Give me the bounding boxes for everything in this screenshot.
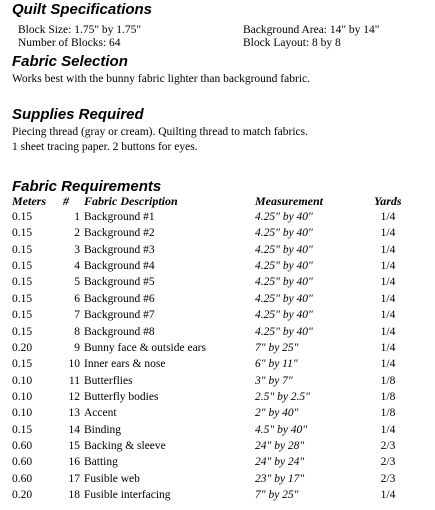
cell-number: 15 (68, 439, 80, 452)
cell-meters: 0.15 (12, 276, 33, 289)
table-row (0, 438, 435, 454)
table-row (0, 487, 435, 503)
cell-yards: 2/3 (380, 456, 396, 469)
table-row (0, 274, 435, 290)
column-header-number: # (63, 194, 69, 208)
cell-measurement: 6" by 11" (255, 358, 298, 371)
cell-measurement: 23" by 17" (255, 472, 305, 485)
cell-yards: 2/3 (380, 439, 396, 452)
fabric-selection-heading: Fabric Selection (12, 53, 128, 70)
fabric-requirements-heading: Fabric Requirements (12, 178, 162, 195)
cell-meters: 0.20 (12, 341, 33, 354)
cell-description: Accent (84, 407, 117, 420)
cell-measurement: 3" by 7" (255, 374, 293, 387)
cell-meters: 0.15 (12, 292, 33, 305)
table-row (0, 225, 435, 241)
cell-number: 6 (74, 292, 80, 305)
cell-meters: 0.15 (12, 358, 33, 371)
cell-description: Butterflies (84, 374, 133, 387)
cell-description: Background #2 (84, 227, 155, 240)
cell-number: 3 (74, 243, 80, 256)
cell-meters: 0.15 (12, 325, 33, 338)
number-of-blocks-text: Number of Blocks: 64 (18, 37, 121, 49)
cell-measurement: 4.25" by 40" (255, 260, 313, 273)
cell-yards: 2/3 (380, 472, 396, 485)
cell-meters: 0.60 (12, 439, 33, 452)
cell-number: 16 (68, 456, 80, 469)
cell-meters: 0.10 (12, 374, 33, 387)
table-row (0, 422, 435, 438)
supplies-line-1: Piecing thread (gray or cream). Quilting thread to match fabrics. (12, 126, 309, 138)
table-row (0, 324, 435, 340)
cell-number: 8 (74, 325, 80, 338)
table-row (0, 242, 435, 258)
cell-yards: 1/4 (380, 276, 396, 289)
cell-number: 1 (74, 211, 80, 223)
cell-meters: 0.20 (12, 489, 33, 501)
cell-measurement: 4.25" by 40" (255, 211, 313, 223)
block-layout-text: Block Layout: 8 by 8 (243, 37, 341, 49)
cell-description: Batting (84, 456, 118, 469)
cell-yards: 1/8 (380, 374, 396, 387)
cell-description: Bunny face & outside ears (84, 341, 206, 354)
table-row (0, 291, 435, 307)
table-row (0, 471, 435, 487)
cell-meters: 0.60 (12, 456, 33, 469)
supplies-required-heading: Supplies Required (12, 106, 144, 123)
cell-number: 9 (74, 341, 80, 354)
cell-number: 11 (68, 374, 80, 387)
cell-description: Background #6 (84, 292, 155, 305)
cell-number: 17 (68, 472, 80, 485)
block-size-text: Block Size: 1.75" by 1.75" (18, 24, 142, 36)
cell-meters: 0.15 (12, 243, 33, 256)
cell-number: 12 (68, 390, 80, 403)
cell-meters: 0.15 (12, 309, 33, 322)
cell-yards: 1/4 (380, 260, 396, 273)
cell-yards: 1/4 (380, 309, 396, 322)
column-header-description: Fabric Description (84, 194, 178, 208)
cell-yards: 1/4 (380, 227, 396, 240)
cell-meters: 0.15 (12, 260, 33, 273)
cell-meters: 0.60 (12, 472, 33, 485)
cell-measurement: 7" by 25" (255, 489, 299, 501)
cell-description: Background #8 (84, 325, 155, 338)
cell-yards: 1/8 (380, 407, 396, 420)
cell-measurement: 4.25" by 40" (255, 325, 313, 338)
cell-measurement: 4.25" by 40" (255, 309, 313, 322)
cell-measurement: 4.25" by 40" (255, 227, 313, 240)
cell-number: 18 (68, 489, 80, 501)
cell-description: Fusible interfacing (84, 489, 171, 501)
cell-measurement: 24" by 28" (255, 439, 305, 452)
cell-yards: 1/4 (380, 341, 396, 354)
cell-measurement: 4.5" by 40" (255, 423, 308, 436)
cell-meters: 0.15 (12, 227, 33, 240)
cell-number: 10 (68, 358, 80, 371)
table-row (0, 373, 435, 389)
cell-description: Binding (84, 423, 122, 436)
cell-yards: 1/4 (380, 489, 396, 501)
cell-meters: 0.15 (12, 423, 33, 436)
cell-measurement: 7" by 25" (255, 341, 299, 354)
column-header-meters: Meters (12, 194, 46, 208)
cell-yards: 1/4 (380, 423, 396, 436)
cell-number: 7 (74, 309, 80, 322)
cell-description: Background #1 (84, 211, 155, 223)
cell-yards: 1/4 (380, 358, 396, 371)
cell-measurement: 4.25" by 40" (255, 243, 313, 256)
cell-description: Inner ears & nose (84, 358, 166, 371)
cell-measurement: 2.5" by 2.5" (255, 390, 311, 403)
table-row (0, 405, 435, 421)
cell-yards: 1/4 (380, 325, 396, 338)
cell-description: Backing & sleeve (84, 439, 166, 452)
cell-yards: 1/8 (380, 390, 396, 403)
cell-meters: 0.10 (12, 407, 33, 420)
cell-description: Background #5 (84, 276, 155, 289)
cell-measurement: 24" by 24" (255, 456, 305, 469)
column-header-yards: Yards (374, 194, 402, 208)
table-row (0, 356, 435, 372)
table-row (0, 258, 435, 274)
table-row (0, 307, 435, 323)
background-area-text: Background Area: 14" by 14" (243, 24, 380, 36)
table-row (0, 454, 435, 470)
table-row (0, 209, 435, 225)
supplies-line-2: 1 sheet tracing paper. 2 buttons for eyes. (12, 141, 198, 153)
cell-number: 5 (74, 276, 80, 289)
cell-number: 13 (68, 407, 80, 420)
cell-description: Background #4 (84, 260, 155, 273)
cell-measurement: 4.25" by 40" (255, 292, 313, 305)
cell-meters: 0.10 (12, 390, 33, 403)
cell-number: 14 (68, 423, 80, 436)
cell-measurement: 2" by 40" (255, 407, 299, 420)
fabric-selection-text: Works best with the bunny fabric lighter than background fabric. (12, 73, 310, 85)
cell-number: 4 (74, 260, 80, 273)
cell-yards: 1/4 (380, 243, 396, 256)
cell-description: Background #3 (84, 243, 155, 256)
cell-yards: 1/4 (380, 292, 396, 305)
cell-measurement: 4.25" by 40" (255, 276, 313, 289)
cell-description: Butterfly bodies (84, 390, 159, 403)
table-row (0, 389, 435, 405)
quilt-specifications-heading: Quilt Specifications (12, 1, 153, 18)
column-header-measurement: Measurement (255, 194, 324, 208)
cell-meters: 0.15 (12, 211, 33, 223)
cell-yards: 1/4 (380, 211, 396, 223)
cell-number: 2 (74, 227, 80, 240)
cell-description: Fusible web (84, 472, 140, 485)
cell-description: Background #7 (84, 309, 155, 322)
table-row (0, 340, 435, 356)
